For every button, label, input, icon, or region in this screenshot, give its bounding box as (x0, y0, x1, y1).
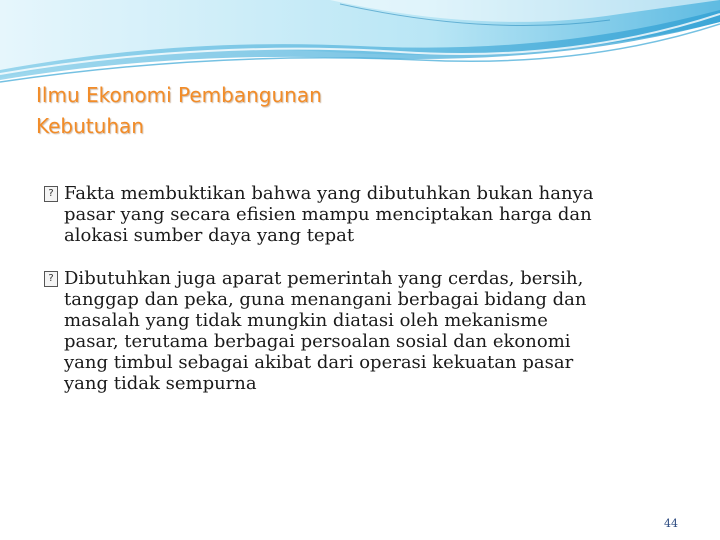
bullet-1-line-3: alokasi sumber daya yang tepat (64, 225, 355, 246)
missing-glyph-icon: ? (44, 186, 58, 202)
bullet-2-line-2: tanggap dan peka, guna menangani berbagai bidang dan (64, 289, 587, 310)
bullet-2-line-3: masalah yang tidak mungkin diatasi oleh mekanisme (64, 310, 548, 331)
header-wave-decoration (0, 0, 720, 90)
bullet-item-1 (44, 183, 684, 246)
bullet-list (44, 183, 684, 394)
bullet-2-line-1: Dibutuhkan juga aparat pemerintah yang cerdas, bersih, (64, 268, 584, 289)
missing-glyph-icon: ? (44, 271, 58, 287)
bullet-2-line-5: yang timbul sebagai akibat dari operasi kekuatan pasar (64, 352, 574, 373)
bullet-item-2 (44, 268, 684, 394)
bullet-1-line-2: pasar yang secara efisien mampu menciptakan harga dan (64, 204, 592, 225)
bullet-2-line-6: yang tidak sempurna (64, 373, 257, 394)
title-line-2: Kebutuhan (36, 114, 144, 138)
slide-title (36, 80, 636, 142)
title-line-1: Ilmu Ekonomi Pembangunan (36, 83, 322, 107)
bullet-1-line-1: Fakta membuktikan bahwa yang dibutuhkan bukan hanya (64, 183, 594, 204)
bullet-2-line-4: pasar, terutama berbagai persoalan sosial dan ekonomi (64, 331, 571, 352)
slide-number: 44 (664, 517, 678, 530)
